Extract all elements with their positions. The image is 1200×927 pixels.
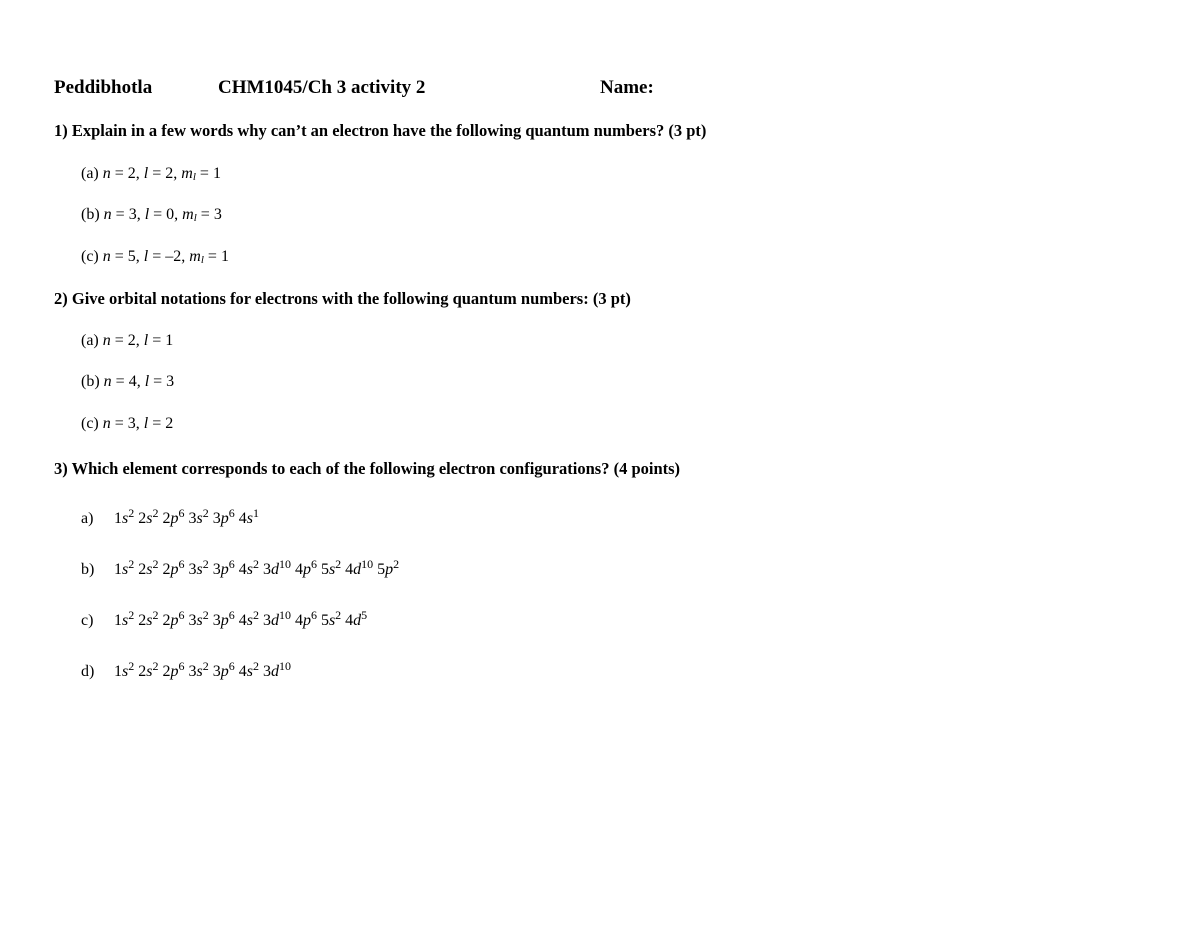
q3-config-b — [81, 557, 400, 579]
item-label: (c) — [81, 415, 99, 432]
question-3-prompt: 3) Which element corresponds to each of the following electron configurations? (4 points) — [54, 459, 681, 478]
electron-configuration — [114, 506, 259, 527]
orbital-term: $1s^2$ — [114, 557, 135, 578]
orbital-term: $3s^2$ — [188, 659, 209, 680]
q1-item-c: (c) n = 5, l = –2, ml = 1 — [81, 248, 229, 266]
ml-value: 1 — [220, 248, 229, 265]
item-label: d) — [81, 663, 95, 680]
ml-value: 1 — [212, 165, 221, 182]
n-value: 5 — [127, 248, 136, 265]
electron-configuration — [114, 557, 400, 578]
orbital-term: $1s^2$ — [114, 608, 135, 629]
orbital-term: $2p^6$ — [162, 608, 185, 629]
orbital-term: $2p^6$ — [162, 557, 185, 578]
orbital-term: $2s^2$ — [138, 608, 159, 629]
item-label: (a) — [81, 332, 99, 349]
q3-config-a — [81, 506, 259, 528]
question-2-prompt: 2) Give orbital notations for electrons with the following quantum numbers: (3 pt) — [54, 289, 631, 308]
item-label: c) — [81, 612, 94, 629]
electron-configuration — [114, 608, 368, 629]
q3-config-d — [81, 659, 291, 681]
orbital-term: $4p^6$ — [294, 557, 317, 578]
orbital-term: $2s^2$ — [138, 557, 159, 578]
orbital-term: $4s^2$ — [238, 659, 259, 680]
l-value: 1 — [165, 332, 174, 349]
n-value: 2 — [127, 165, 136, 182]
orbital-term: $4s^2$ — [238, 557, 259, 578]
course-title: CHM1045/Ch 3 activity 2 — [218, 77, 426, 98]
orbital-term: $3d^{10}$ — [262, 659, 291, 680]
question-1-prompt: 1) Explain in a few words why can’t an electron have the following quantum numbers? (3 pt) — [54, 121, 707, 140]
orbital-term: $2s^2$ — [138, 659, 159, 680]
orbital-term: $3s^2$ — [188, 608, 209, 629]
author-name: Peddibhotla — [54, 77, 153, 98]
n-value: 4 — [128, 373, 137, 390]
orbital-term: $2p^6$ — [162, 506, 185, 527]
n-value: 2 — [127, 332, 136, 349]
item-label: (c) — [81, 248, 99, 265]
l-value: –2 — [165, 248, 182, 265]
item-label: (b) — [81, 373, 100, 390]
l-value: 2 — [165, 165, 174, 182]
q2-item-a: (a) n = 2, l = 1 — [81, 332, 174, 349]
ml-value: 3 — [213, 206, 222, 223]
orbital-term: $5s^2$ — [320, 557, 342, 578]
orbital-term: $5s^2$ — [320, 608, 342, 629]
orbital-term: $3p^6$ — [212, 608, 235, 629]
q1-item-a: (a) n = 2, l = 2, ml = 1 — [81, 165, 221, 183]
orbital-term: $3p^6$ — [212, 659, 235, 680]
orbital-term: $4d^{10}$ — [345, 557, 374, 578]
q2-item-c: (c) n = 3, l = 2 — [81, 415, 174, 432]
orbital-term: $2s^2$ — [138, 506, 159, 527]
orbital-term: $3s^2$ — [188, 557, 209, 578]
orbital-term: $2p^6$ — [162, 659, 185, 680]
orbital-term: $4s^2$ — [238, 608, 259, 629]
orbital-term: $3p^6$ — [212, 557, 235, 578]
electron-configuration — [114, 659, 291, 680]
orbital-term: $1s^2$ — [114, 659, 135, 680]
n-value: 3 — [127, 415, 136, 432]
item-label: a) — [81, 510, 94, 527]
item-label: (a) — [81, 165, 99, 182]
l-value: 0 — [166, 206, 175, 223]
name-label: Name: — [600, 77, 654, 98]
orbital-term: $1s^2$ — [114, 506, 135, 527]
orbital-term: $3s^2$ — [188, 506, 209, 527]
item-label: (b) — [81, 206, 100, 223]
orbital-term: $4d^5$ — [345, 608, 368, 629]
n-value: 3 — [128, 206, 137, 223]
q3-config-c — [81, 608, 368, 630]
q1-item-b: (b) n = 3, l = 0, ml = 3 — [81, 206, 222, 224]
q2-item-b: (b) n = 4, l = 3 — [81, 373, 175, 390]
l-value: 3 — [166, 373, 175, 390]
orbital-term: $3d^{10}$ — [262, 557, 291, 578]
l-value: 2 — [165, 415, 174, 432]
orbital-term: $5p^2$ — [377, 557, 400, 578]
item-label: b) — [81, 561, 95, 578]
orbital-term: $3p^6$ — [212, 506, 235, 527]
orbital-term: $4s^1$ — [238, 506, 259, 527]
orbital-term: $4p^6$ — [294, 608, 317, 629]
orbital-term: $3d^{10}$ — [262, 608, 291, 629]
